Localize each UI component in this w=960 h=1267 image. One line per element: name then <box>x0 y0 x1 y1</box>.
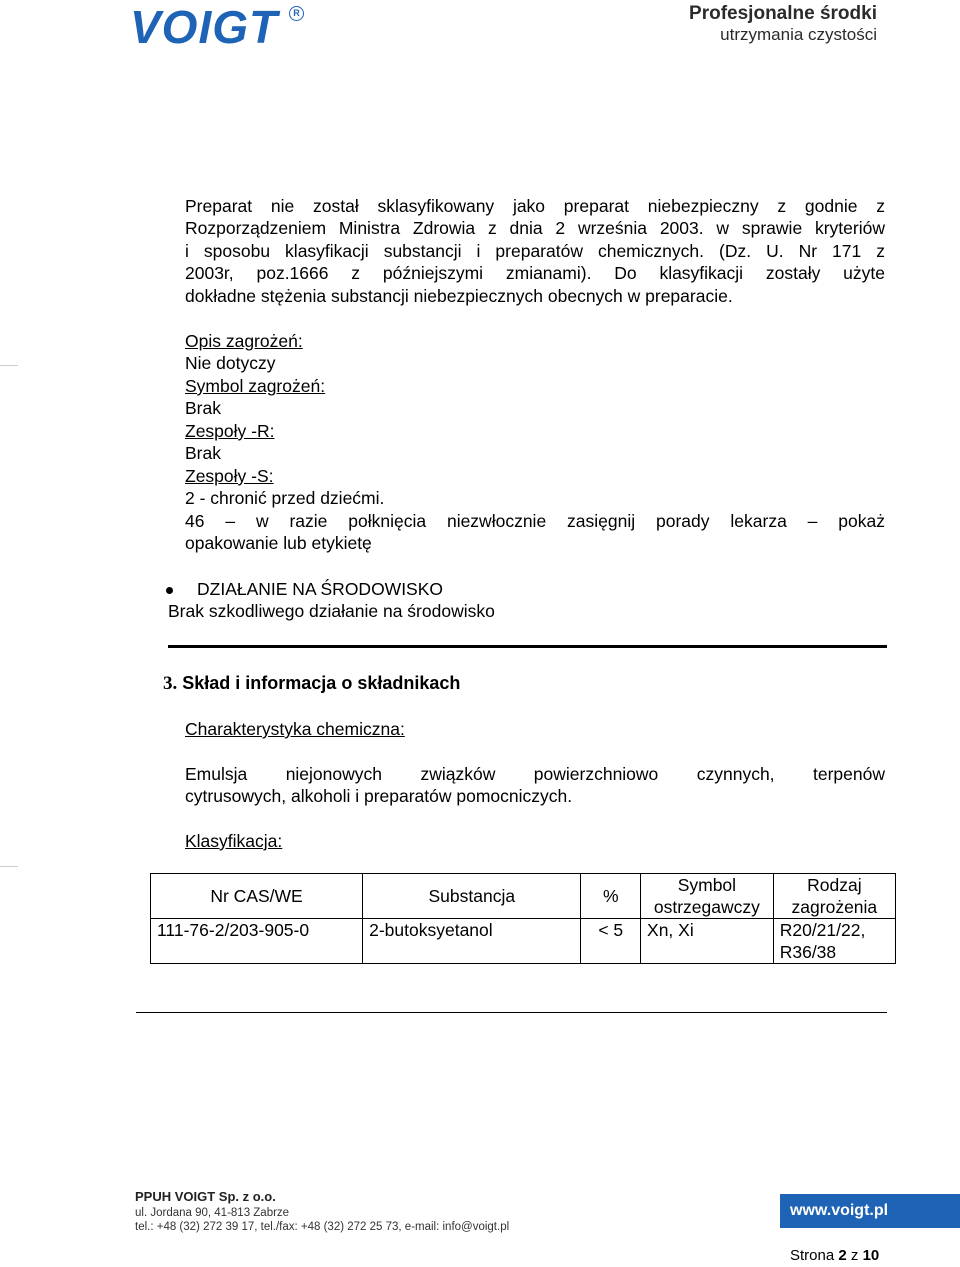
composition-table <box>150 873 896 964</box>
intro-line-4: 2003r, poz.1666 z późniejszymi zmianami). Do klasyfikacji zostały użyte <box>185 263 885 283</box>
header-cas: Nr CAS/WE <box>151 874 363 919</box>
hazard-description-label: Opis zagrożeń: <box>185 331 303 351</box>
margin-mark <box>0 365 18 366</box>
intro-line-3: i sposobu klasyfikacji substancji i preparatów chemicznych. (Dz. U. Nr 171 z <box>185 241 885 261</box>
hazard-symbol-label: Symbol zagrożeń: <box>185 376 326 396</box>
voigt-logo: VOIGT <box>130 1 279 53</box>
page-total: 10 <box>862 1247 880 1264</box>
environment-heading: DZIAŁANIE NA ŚRODOWISKO <box>197 579 444 599</box>
header-hazard-type: Rodzaj zagrożenia <box>773 874 895 919</box>
footer-company: PPUH VOIGT Sp. z o.o. <box>135 1189 276 1204</box>
s-phrase-2: 2 - chronić przed dziećmi. <box>185 488 385 508</box>
cell-cas: 111-76-2/203-905-0 <box>151 919 363 964</box>
s-phrase-46-line-1: 46 – w razie połknięcia niezwłocznie zasięgnij porady lekarza – pokaż <box>185 511 885 531</box>
table-header-row <box>151 874 896 919</box>
header-tagline-2: utrzymania czystości <box>720 25 877 44</box>
header-warning-symbol: Symbol ostrzegawczy <box>641 874 774 919</box>
page-number <box>790 1247 879 1265</box>
intro-line-1: Preparat nie został sklasyfikowany jako preparat niebezpieczny z godnie z <box>185 196 885 216</box>
environment-text: Brak szkodliwego działanie na środowisko <box>168 601 495 621</box>
chemical-characteristics-line-1: Emulsja niejonowych związków powierzchniowo czynnych, terpenów <box>185 764 885 784</box>
classification-label: Klasyfikacja: <box>185 831 283 851</box>
header-percent: % <box>581 874 641 919</box>
s-phrases-label: Zespoły -S: <box>185 466 274 486</box>
cell-percent: < 5 <box>581 919 641 964</box>
table-row <box>151 919 896 964</box>
hazard-description-value: Nie dotyczy <box>185 353 276 373</box>
header-substance: Substancja <box>363 874 581 919</box>
section-3-title <box>163 671 460 696</box>
intro-line-2: Rozporządzeniem Ministra Zdrowia z dnia 2 września 2003. w sprawie kryteriów <box>185 218 885 238</box>
intro-line-5: dokładne stężenia substancji niebezpiecznych obecnych w preparacie. <box>185 286 733 306</box>
s-phrase-46-line-2: opakowanie lub etykietę <box>185 533 372 553</box>
page-separator: z <box>850 1247 859 1264</box>
r-phrases-value: Brak <box>185 443 221 463</box>
r-phrases-label: Zespoły -R: <box>185 421 275 441</box>
footer-website-link[interactable]: www.voigt.pl <box>780 1194 960 1228</box>
chemical-characteristics-line-2: cytrusowych, alkoholi i preparatów pomocniczych. <box>185 786 573 806</box>
cell-hazard: R20/21/22, R36/38 <box>773 919 895 964</box>
page-current: 2 <box>838 1247 847 1264</box>
header-tagline-1: Profesjonalne środki <box>689 3 877 24</box>
bullet-icon <box>166 587 173 594</box>
section-number: 3. <box>163 673 178 694</box>
hazard-symbol-value: Brak <box>185 398 221 418</box>
section-divider <box>168 645 887 648</box>
registered-mark-icon: R <box>289 6 304 21</box>
margin-mark <box>0 866 18 867</box>
cell-symbol: Xn, Xi <box>641 919 774 964</box>
footer-contact: tel.: +48 (32) 272 39 17, tel./fax: +48 (32) 272 25 73, e-mail: info@voigt.pl <box>135 1221 510 1233</box>
cell-substance: 2-butoksyetanol <box>363 919 581 964</box>
chemical-characteristics-label: Charakterystyka chemiczna: <box>185 719 405 739</box>
section-title-text: Skład i informacja o składnikach <box>182 673 461 693</box>
page-prefix: Strona <box>790 1247 835 1264</box>
table-end-rule <box>136 1012 887 1013</box>
footer-address: ul. Jordana 90, 41-813 Zabrze <box>135 1207 290 1219</box>
